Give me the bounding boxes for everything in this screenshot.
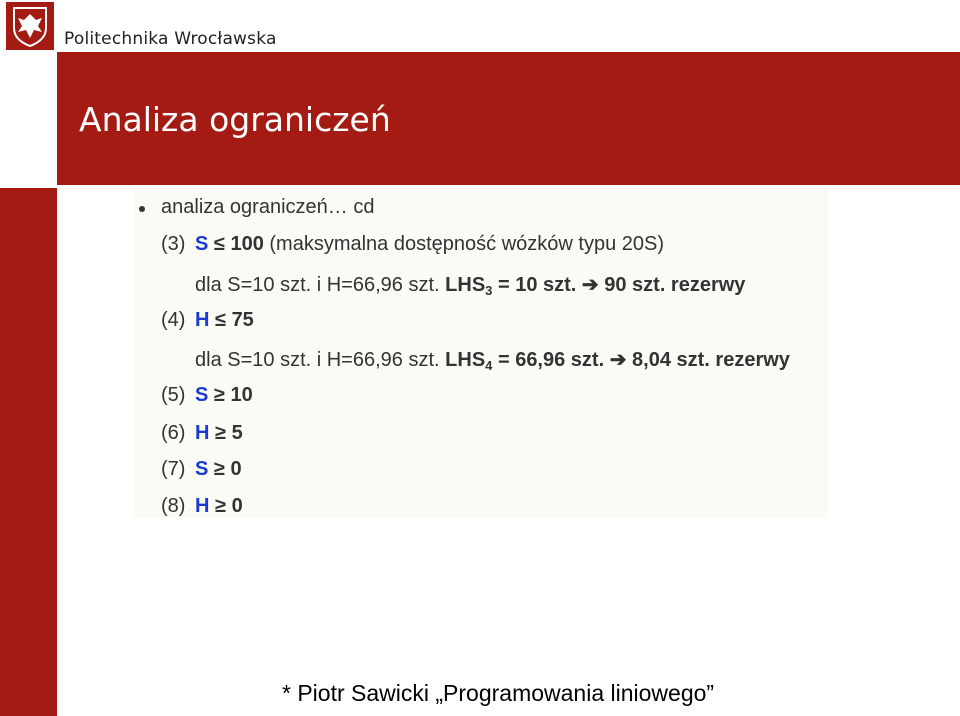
slide-content-image [133, 188, 828, 518]
lhs-label: LHS [445, 274, 486, 296]
bullet-icon [139, 206, 145, 212]
title-band [57, 52, 960, 185]
left-bar-gap [0, 52, 57, 188]
constraint-operator: ≥ [215, 495, 226, 517]
constraint-note: (maksymalna dostępność wózków typu 20S) [269, 233, 665, 255]
lhs-subscript: 4 [485, 358, 493, 373]
constraint-variable: H [195, 495, 210, 517]
constraint-expression [195, 309, 254, 332]
page-title: Analiza ograniczeń [79, 100, 391, 139]
constraint-value: 5 [231, 422, 243, 444]
constraint-value: 100 [230, 233, 264, 255]
constraint-number: (4) [161, 309, 186, 331]
constraint-number: (8) [161, 495, 186, 517]
arrow-right-icon: ➔ [581, 274, 599, 296]
slack-result: 8,04 szt. rezerwy [632, 349, 790, 371]
eagle-crest-icon [6, 2, 54, 50]
constraint-number: (5) [161, 384, 186, 406]
constraint-variable: S [195, 384, 209, 406]
constraint-number: (7) [161, 458, 186, 480]
constraint-expression [195, 458, 242, 481]
constraint-value: 10 [230, 384, 253, 406]
footer-citation: * Piotr Sawicki „Programowania liniowego” [282, 680, 715, 706]
constraint-value: 0 [230, 458, 242, 480]
constraint-expression [195, 233, 664, 256]
constraint-number: (6) [161, 422, 186, 444]
constraint-3-detail [195, 272, 745, 298]
arrow-right-icon: ➔ [609, 349, 627, 371]
constraint-value: 0 [231, 495, 243, 517]
constraint-expression [195, 384, 253, 407]
constraint-expression [195, 495, 243, 518]
constraint-variable: H [195, 309, 210, 331]
detail-prefix: dla S=10 szt. i H=66,96 szt. [195, 274, 440, 296]
lhs-value: = 10 szt. [497, 274, 577, 296]
constraint-number: (3) [161, 233, 186, 255]
constraint-operator: ≤ [213, 233, 225, 255]
brand-name: Politechnika Wrocławska [64, 29, 277, 49]
constraint-operator: ≥ [213, 384, 225, 406]
lhs-value: = 66,96 szt. [497, 349, 605, 371]
constraint-expression [195, 422, 243, 445]
constraint-operator: ≥ [215, 422, 226, 444]
constraint-value: 75 [231, 309, 254, 331]
constraint-operator: ≥ [213, 458, 225, 480]
left-accent-bar [0, 52, 57, 716]
slack-result: 90 szt. rezerwy [604, 274, 746, 296]
lhs-subscript: 3 [485, 283, 493, 298]
content-heading: analiza ograniczeń… cd [161, 196, 375, 218]
constraint-variable: H [195, 422, 210, 444]
detail-prefix: dla S=10 szt. i H=66,96 szt. [195, 349, 440, 371]
constraint-variable: S [195, 233, 209, 255]
constraint-operator: ≤ [215, 309, 226, 331]
constraint-variable: S [195, 458, 209, 480]
constraint-4-detail [195, 347, 790, 373]
lhs-label: LHS [445, 349, 486, 371]
